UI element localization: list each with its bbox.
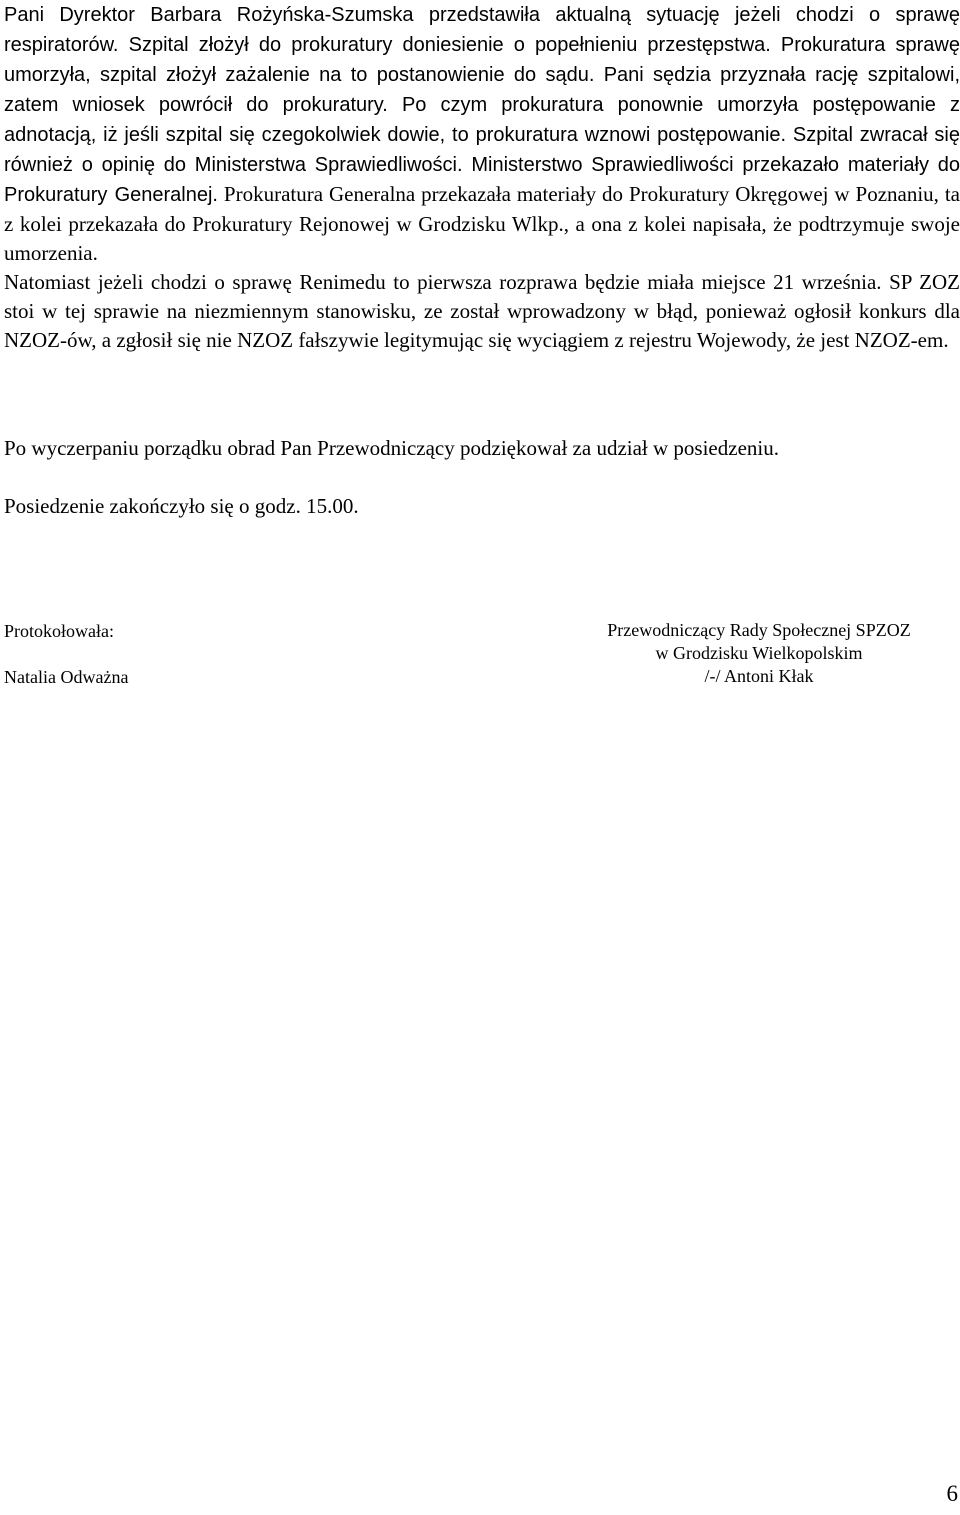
recorder-label: Protokołowała:	[4, 621, 114, 641]
paragraph-respirators-part2: Prokuratura Generalna przekazała materiały do Prokuratury Okręgowej w Poznaniu, ta z kolei przekazała do Prokuratury Rejonowej w Grodzisku Wlkp., a ona z kolei napisała, że podtrzymuje swoje umorzenia.	[4, 182, 960, 265]
chairman-name: /-/ Antoni Kłak	[704, 666, 814, 686]
chairman-location: w Grodzisku Wielkopolskim	[655, 643, 863, 663]
closing-end-time: Posiedzenie zakończyło się o godz. 15.00.	[4, 494, 359, 518]
chairman-title: Przewodniczący Rady Społecznej SPZOZ	[607, 620, 911, 640]
page-number: 6	[946, 1481, 958, 1506]
chairman-signature-block	[559, 619, 959, 688]
closing-thanks: Po wyczerpaniu porządku obrad Pan Przewodniczący podziękował za udział w posiedzeniu.	[4, 436, 779, 460]
paragraph-renimed: Natomiast jeżeli chodzi o sprawę Renimedu to pierwsza rozprawa będzie miała miejsce 21 września. SP ZOZ stoi w tej sprawie na niezmiennym stanowisku, ze został wprowadzony w błąd, ponieważ ogłosił konkurs dla NZOZ-ów, a zgłosił się nie NZOZ fałszywie legitymując się wyciągiem z rejestru Wojewody, że jest NZOZ-em.	[4, 270, 960, 352]
paragraph-respirators-part1: Pani Dyrektor Barbara Rożyńska-Szumska przedstawiła aktualną sytuację jeżeli chodzi o sprawę respiratorów. Szpital złożył do prokuratury doniesienie o popełnieniu przestępstwa. Prokuratura sprawę umorzyła, szpital złożył zażalenie na to postanowienie do sądu. Pani sędzia przyznała rację szpitalowi, zatem wniosek powrócił do prokuratury. Po czym prokuratura ponownie umorzyła postępowanie z adnotacją, iż jeśli szpital się czegokolwiek dowie, to prokuratura wznowi postępowanie. Szpital zwracał się również o opinię do Ministerstwa Sprawiedliwości. Ministerstwo Sprawiedliwości przekazało materiały do Prokuratury Generalnej.	[4, 4, 960, 206]
document-body	[4, 0, 960, 355]
recorder-name: Natalia Odważna	[4, 667, 129, 687]
paragraph-respirators	[4, 0, 960, 268]
